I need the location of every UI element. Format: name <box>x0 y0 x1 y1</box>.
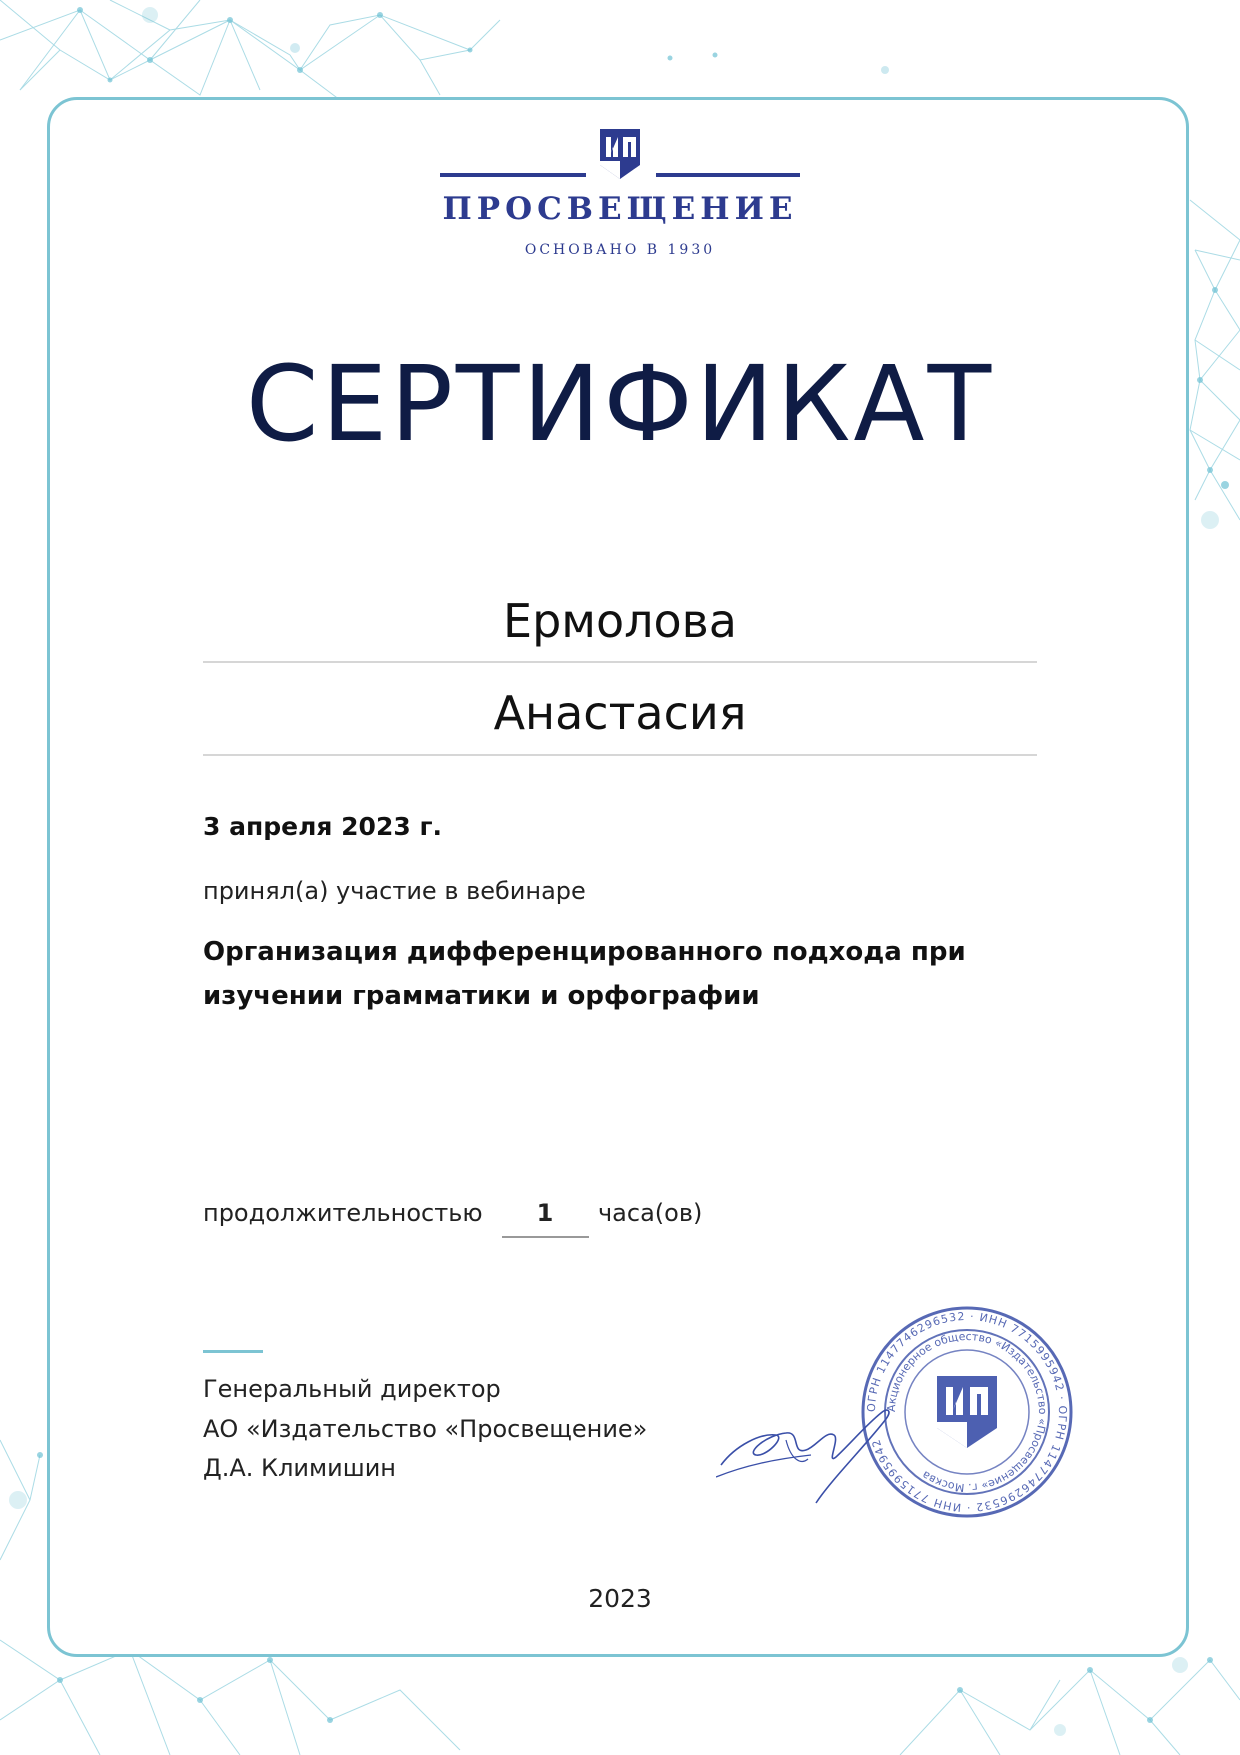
recipient-surname: Ермолова <box>503 594 737 648</box>
duration-label: продолжительностью <box>203 1199 483 1227</box>
duration-unit: часа(ов) <box>598 1199 703 1227</box>
signatory-organization: АО «Издательство «Просвещение» <box>203 1415 648 1443</box>
seal-inner-text: Акционерное общество «Издательство «Просвещение» г. Москва <box>884 1329 1050 1495</box>
founded-caption: ОСНОВАНО В 1930 <box>524 242 716 258</box>
director-signature <box>716 1395 896 1505</box>
participation-text: принял(а) участие в вебинаре <box>203 877 586 905</box>
event-date: 3 апреля 2023 г. <box>203 812 443 841</box>
recipient-given-name: Анастасия <box>493 686 747 740</box>
signatory-position: Генеральный директор <box>203 1375 501 1403</box>
certificate-year: 2023 <box>588 1584 652 1613</box>
certificate-title: СЕРТИФИКАТ <box>245 343 995 465</box>
brand-name: ПРОСВЕЩЕНИЕ <box>442 191 798 227</box>
signatory-accent-rule <box>203 1350 263 1353</box>
seal-emblem-icon <box>937 1376 997 1448</box>
duration-rule <box>502 1236 589 1238</box>
webinar-title: Организация дифференцированного подхода при изучении грамматики и орфографии <box>203 937 966 1011</box>
given-name-rule <box>203 754 1037 756</box>
logo-rule-right <box>656 173 800 177</box>
seal-outer-text: ОГРН 1147746296532 · ИНН 7715995942 · ОГРН 1147746296532 · ИНН 7715995942 <box>864 1309 1070 1515</box>
duration-value: 1 <box>536 1199 554 1227</box>
logo-rule-left <box>440 173 586 177</box>
signatory-name: Д.А. Климишин <box>203 1454 396 1482</box>
surname-rule <box>203 661 1037 663</box>
publisher-emblem-icon <box>596 125 644 183</box>
